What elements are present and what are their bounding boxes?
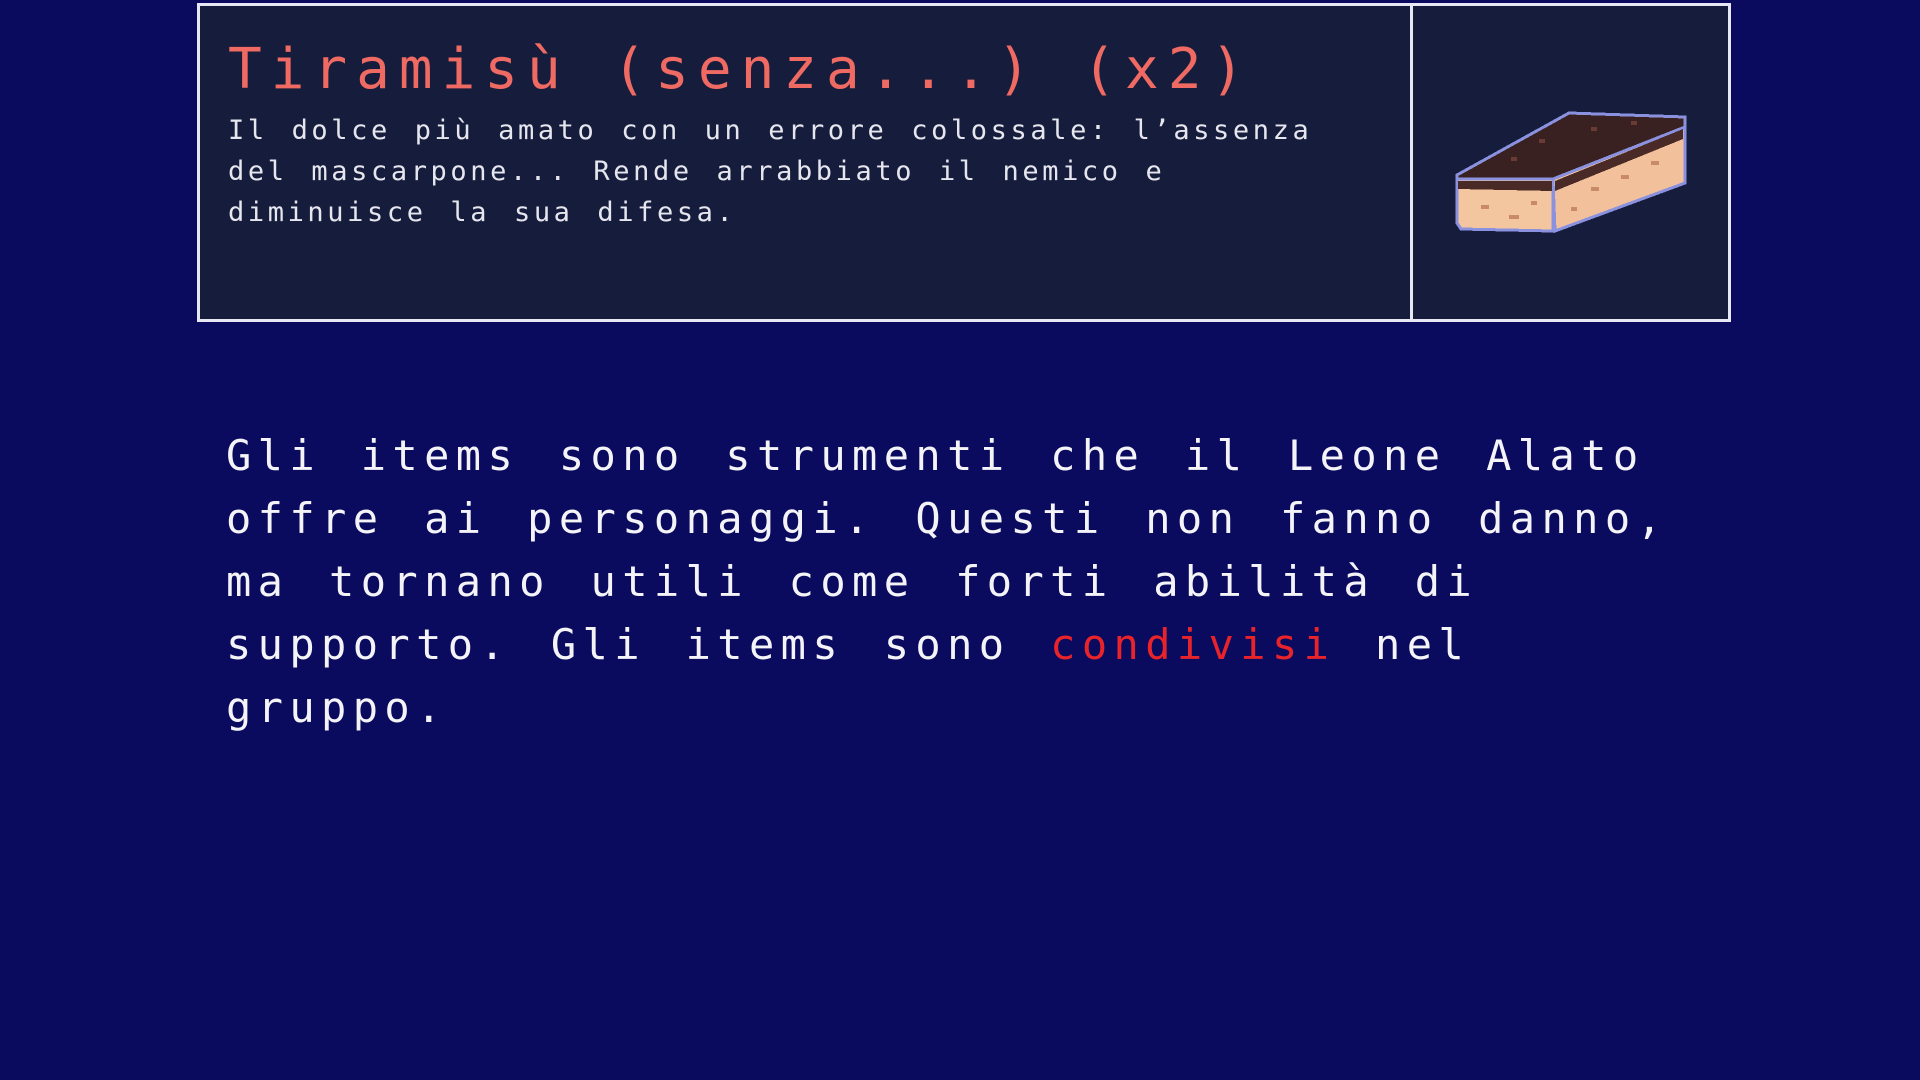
item-description: Il dolce più amato con un errore colossale: l’assenza del mascarpone... Rende arrabbiato il nemico e diminuisce la sua difesa. xyxy=(228,115,1313,228)
intro-text-after: nel gruppo. xyxy=(226,620,1471,732)
item-panel xyxy=(197,3,1731,322)
tiramisu-slice-icon xyxy=(1451,109,1691,235)
item-info xyxy=(200,6,1413,319)
item-name: Tiramisù (senza...) (x2) xyxy=(228,37,1254,102)
item-image xyxy=(1413,6,1728,319)
intro-text-before: Gli items sono strumenti che il Leone Alato offre ai personaggi. Questi non fanno danno, ma tornano utili come forti abilità di supporto. Gli items sono xyxy=(226,431,1669,669)
intro-highlight: condivisi xyxy=(1050,620,1336,669)
items-intro-text xyxy=(226,424,1686,739)
